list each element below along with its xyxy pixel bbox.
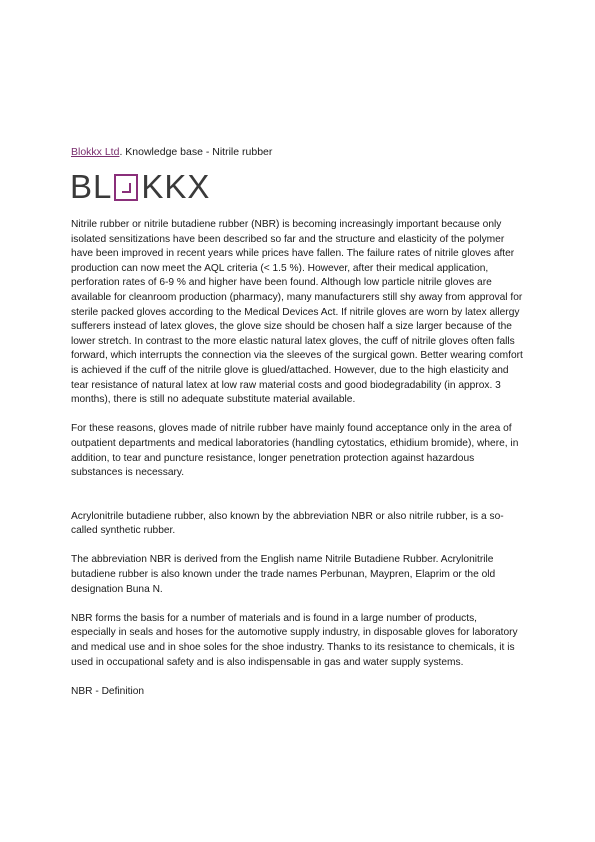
article-body <box>71 218 523 699</box>
logo-text-right: KKX <box>141 168 211 205</box>
paragraph-synthetic-rubber: Acrylonitrile butadiene rubber, also known by the abbreviation NBR or also nitrile rubber, is a so-called synthetic rubber. <box>71 510 504 537</box>
section-heading-definition: NBR - Definition <box>71 685 145 697</box>
company-logo <box>70 168 211 205</box>
logo-square-icon <box>114 174 138 201</box>
paragraph-reasons: For these reasons, gloves made of nitrile rubber have mainly found acceptance only in the area of outpatient departments and medical laboratories (handling cytostatics, ethidium bromide), where, in addition, to tear and puncture resistance, longer penetration protection against hazardous substances is necessary. <box>71 423 519 479</box>
logo-text-left: BL <box>70 168 113 205</box>
breadcrumb <box>71 145 272 159</box>
paragraph-applications: NBR forms the basis for a number of materials and is found in a large number of products, especially in seals and hoses for the automotive supply industry, in disposable gloves for laboratory and medical use and in shoe soles for the shoe industry. Thanks to its resistance to chemicals, it is used in occupational safety and is also indispensable in gas and water supply systems. <box>71 612 518 668</box>
paragraph-abbreviation: The abbreviation NBR is derived from the English name Nitrile Butadiene Rubber. Acrylonitrile butadiene rubber is also known under the trade names Perbunan, Maypren, Elaprim or the old designation Buna N. <box>71 554 496 595</box>
paragraph-intro: Nitrile rubber or nitrile butadiene rubber (NBR) is becoming increasingly important because only isolated sensitizations have been described so far and the structure and elasticity of the polymer have been improved in recent years while prices have fallen. The failure rates of nitrile gloves after production can now meet the AQL criteria (< 1.5 %). However, after their medical application, perforation rates of 6-9 % and higher have been found. Although low particle nitrile gloves are available for cleanroom production (pharmacy), many manufacturers still shy away from approval for sterile packed gloves according to the Medical Devices Act. If nitrile gloves are worn by latex allergy sufferers instead of latex gloves, the glove size should be chosen half a size larger because of the lower stretch. In contrast to the more elastic natural latex gloves, the cuff of nitrile gloves often falls forward, which interrupts the connection via the sleeves of the surgical gown. Better wearing comfort is achieved if the cuff of the nitrile glove is glued/attached. However, due to the high elasticity and tear resistance of natural latex at low raw material costs and good biodegradability (in approx. 3 months), there is still no adequate substitute material available. <box>71 219 523 406</box>
brand-link[interactable]: Blokkx Ltd <box>71 146 120 158</box>
breadcrumb-text: . Knowledge base - Nitrile rubber <box>119 146 273 158</box>
